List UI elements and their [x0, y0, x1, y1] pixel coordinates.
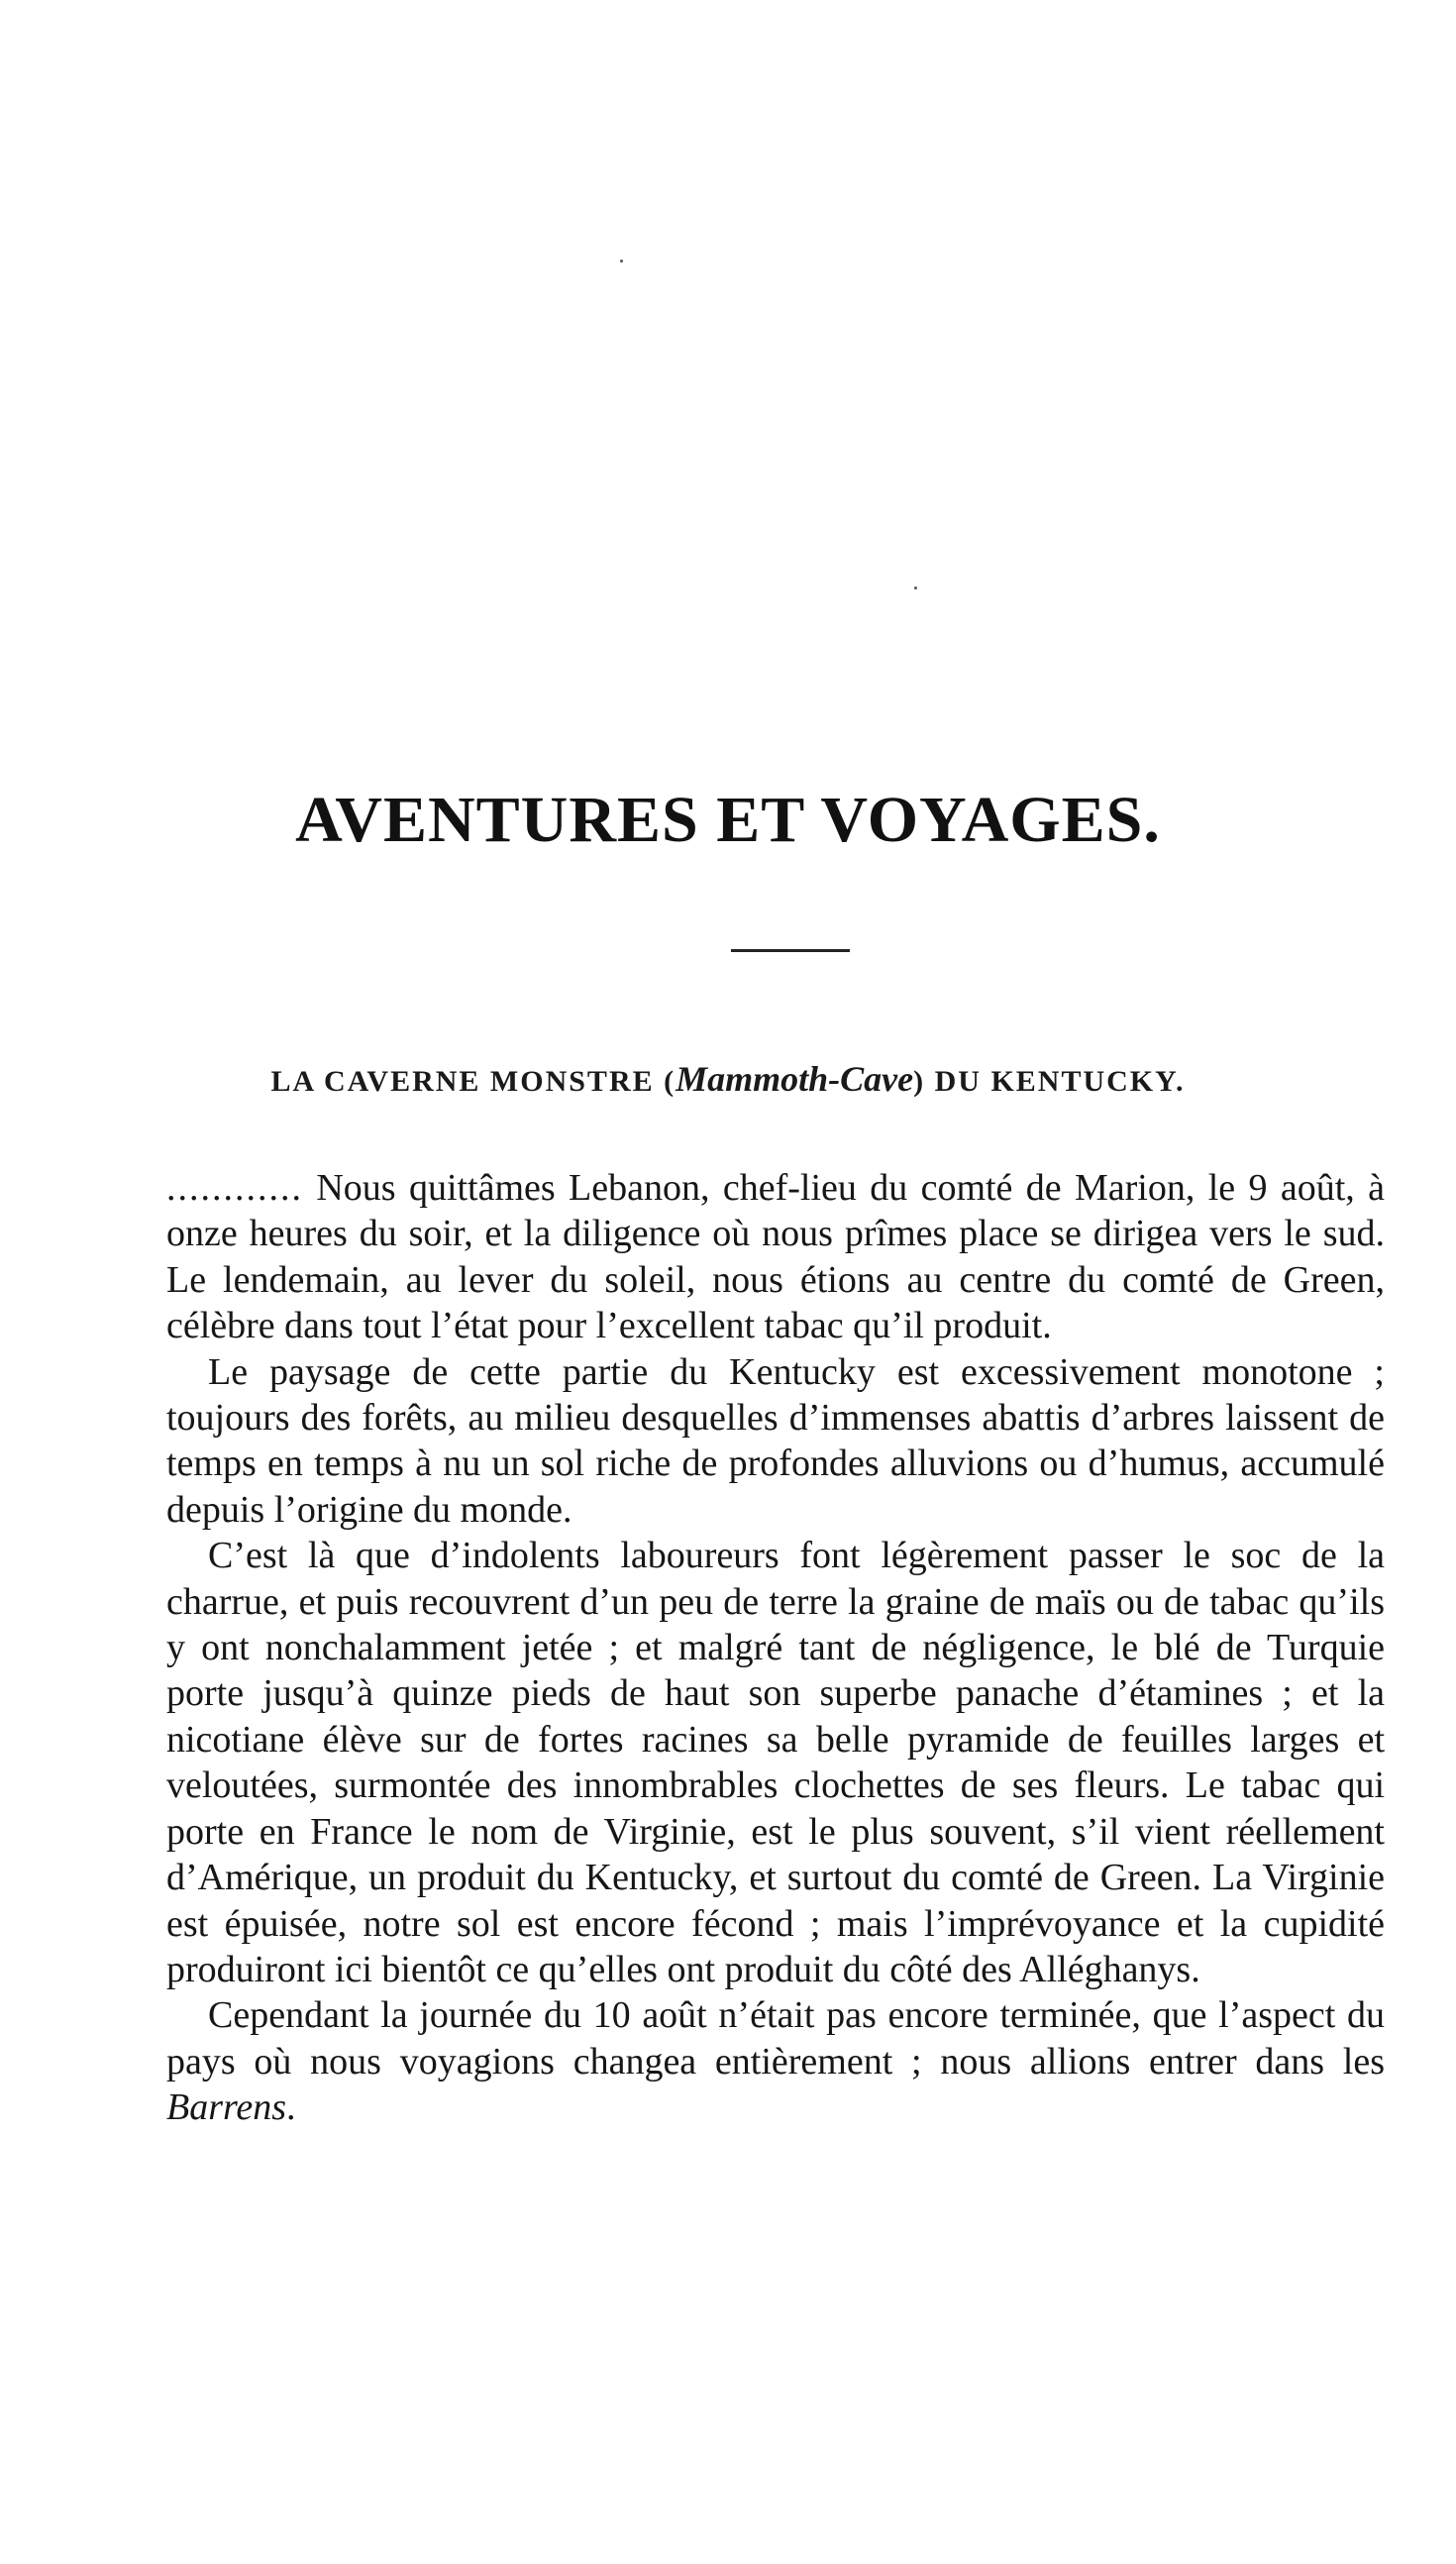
- heading-italic-name: Mammoth-Cave: [676, 1059, 914, 1099]
- paragraph: [166, 1349, 1385, 1534]
- paragraph: [166, 1992, 1385, 2130]
- title-rule: [731, 949, 850, 952]
- paragraph-end: .: [286, 2086, 296, 2129]
- paragraph: [166, 1533, 1385, 1992]
- paragraph-text: Nous quittâmes Lebanon, chef-lieu du comté de Marion, le 9 août, à onze heures du soir, et la diligence où nous prîmes place se dirigea vers le sud. Le lendemain, au lever du soleil, nous étions au centre du comté de Green, célèbre dans tout l’état pour l’excellent tabac qu’il produit.: [166, 1167, 1385, 1347]
- page-title: AVENTURES ET VOYAGES.: [295, 784, 1161, 856]
- heading-paren-close: ): [913, 1065, 935, 1098]
- paragraph-text: Cependant la journée du 10 août n’était pas encore terminée, que l’aspect du pays où nous voyagions changea entièrement ; nous allions entrer dans les: [166, 1994, 1385, 2083]
- heading-paren-open: (: [654, 1065, 676, 1098]
- paragraph: [166, 1165, 1385, 1349]
- section-heading: [198, 1058, 1258, 1100]
- paper-speck: [914, 587, 917, 589]
- heading-part-2: DU KENTUCKY.: [934, 1065, 1186, 1098]
- paper-speck: [620, 260, 623, 263]
- body-text: [166, 1165, 1385, 2131]
- paragraph-text: C’est là que d’indolents laboureurs font légèrement passer le soc de la charrue, et puis recouvrent d’un peu de terre la graine de maïs ou de tabac qu’ils y ont nonchalamment jetée ; et malgré tant de négligence, le blé de Turquie porte jusqu’à quinze pieds de haut son superbe panache d’étamines ; et la nicotiane élève sur de fortes racines sa belle pyramide de feuilles larges et veloutées, surmontée des innombrables clochettes de ses fleurs. Le tabac qui porte en France le nom de Virginie, est le plus souvent, s’il vient réellement d’Amérique, un produit du Kentucky, et surtout du comté de Green. La Virginie est épuisée, notre sol est encore fécond ; mais l’imprévoyance et la cupidité produiront ici bientôt ce qu’elles ont produit du côté des Alléghanys.: [166, 1535, 1385, 1990]
- paragraph-lead-dots: ............: [166, 1167, 303, 1209]
- paragraph-text: Le paysage de cette partie du Kentucky est excessivement monotone ; toujours des forêts, au milieu desquelles d’immenses abattis d’arbres laissent de temps en temps à nu un sol riche de profondes alluvions ou d’humus, accumulé depuis l’origine du monde.: [166, 1350, 1385, 1531]
- heading-part-1: LA CAVERNE MONSTRE: [270, 1065, 655, 1098]
- paragraph-italic-word: Barrens: [166, 2086, 287, 2129]
